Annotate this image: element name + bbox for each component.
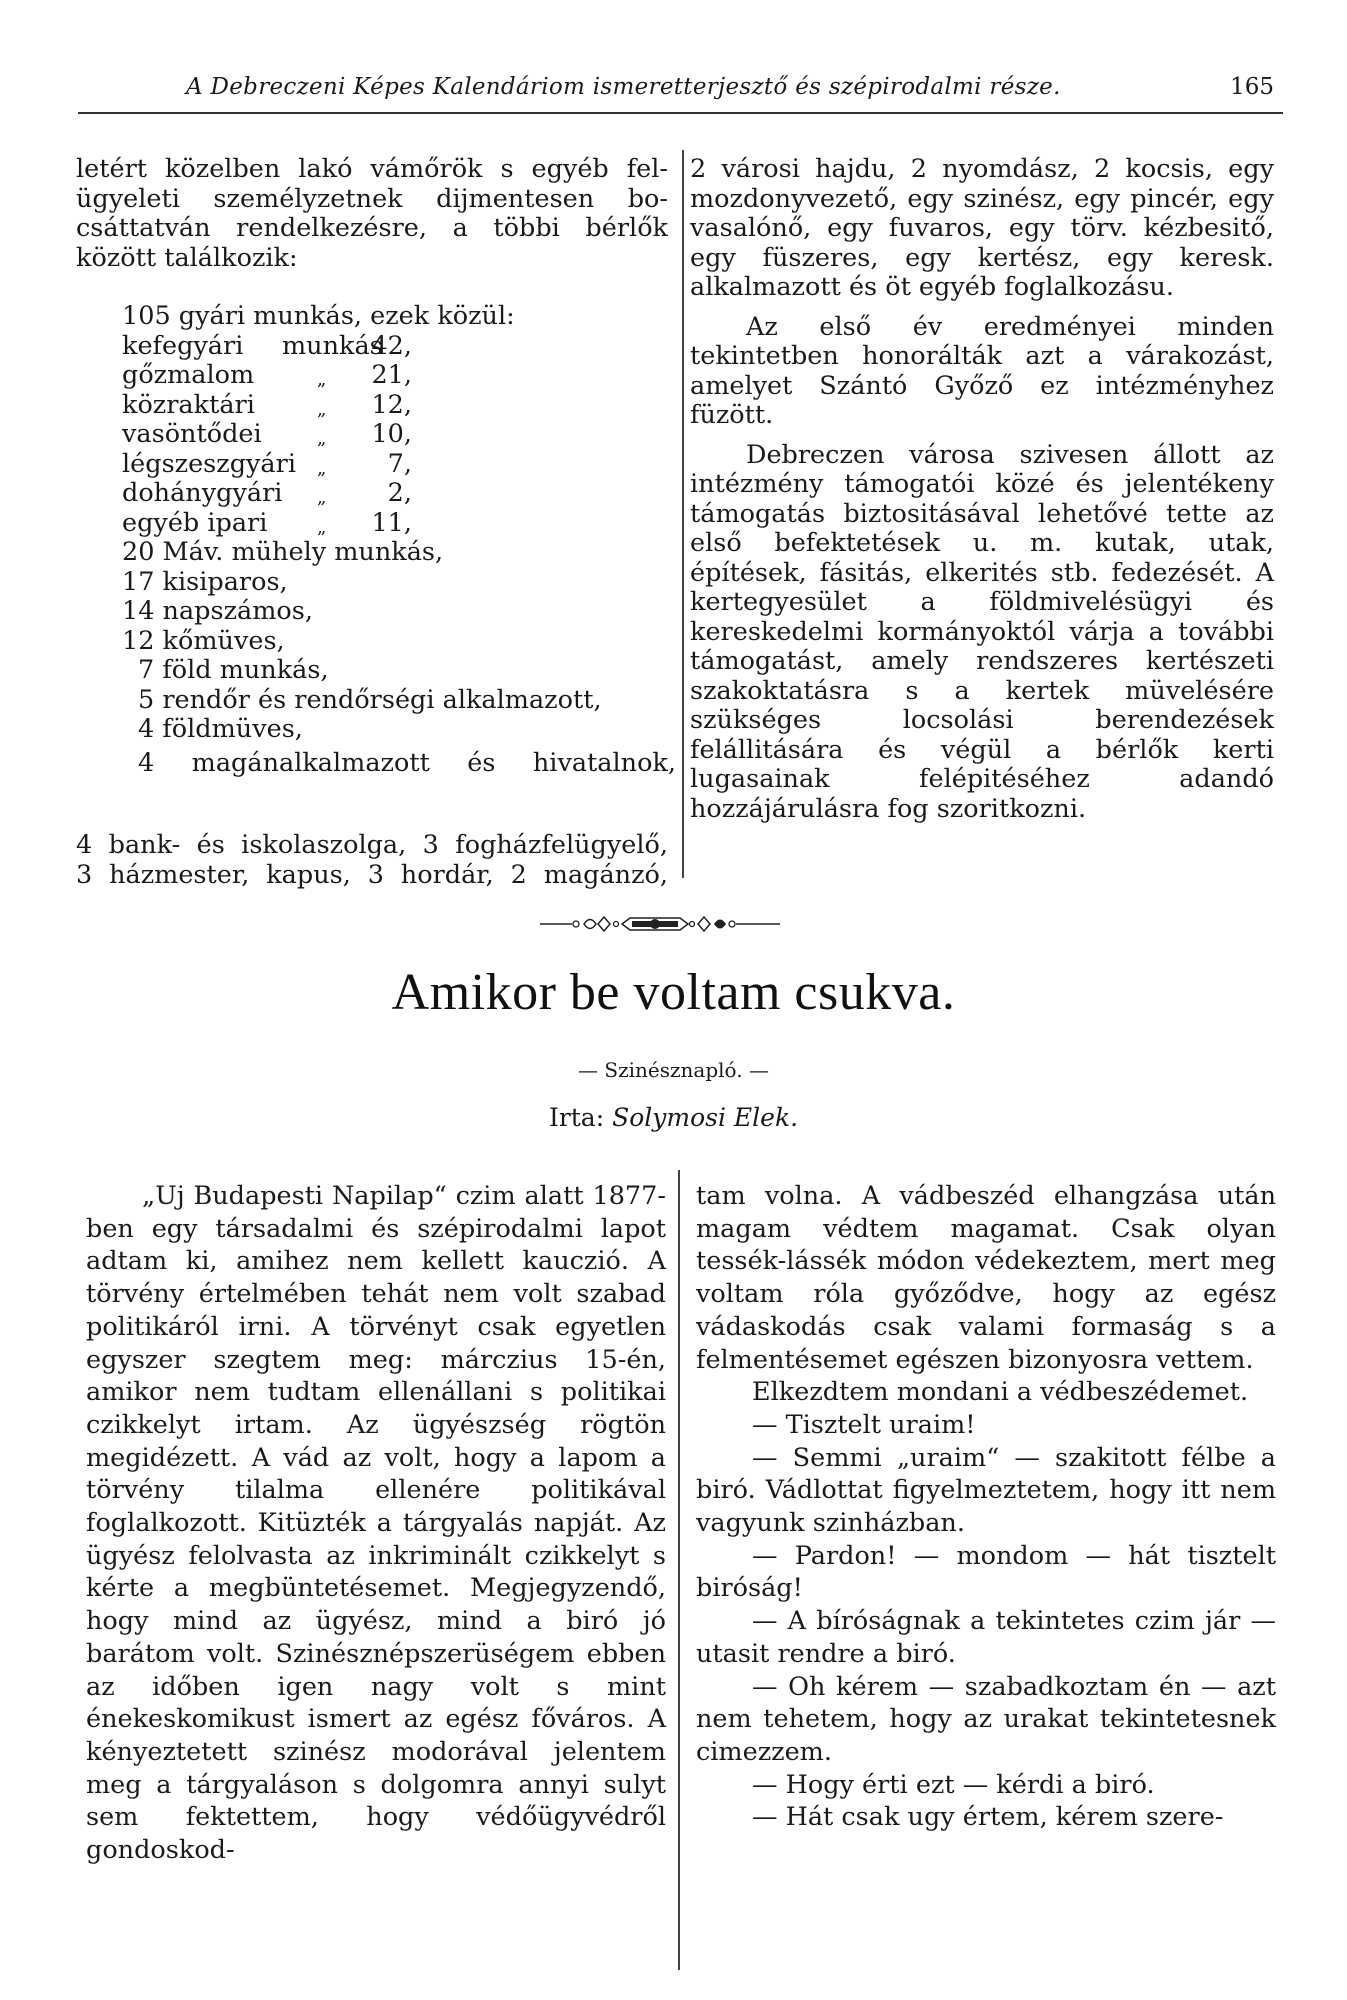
list-item: 14 napszámos, (122, 596, 313, 626)
closing-line: 3 házmester, kapus, 3 hordár, 2 magánzó, (76, 859, 668, 890)
top-right-column (690, 155, 1274, 824)
list-item: 7 föld munkás, (138, 655, 329, 685)
ditto-mark: „ (317, 369, 327, 390)
column-divider (678, 1170, 680, 1970)
list-item: légszeszgyári „ 7, (122, 450, 682, 480)
paragraph: Debreczen városa szivesen állott az intézmény támogatói közé és jelentékeny támogatás biztositásával lehetővé tette az első befektetések u. m. kutak, utak, építések, fásitás, elkerités stb. fedezését. A kertegyesület a földmivelésügyi és kereskedelmi kormányoktól várja a további támogatást, amely rendszeres kertészeti szakoktatásra s a kertek müvelésére szükséges locsolási berendezések felállitására és végül a bérlők kerti lugasainak felépitéséhez adandó hozzájárulásra fog szoritkozni. (690, 439, 1274, 824)
list-item: 20 Máv. mühely munkás, (122, 537, 444, 567)
ditto-mark: „ (317, 457, 327, 479)
list-item: gőzmalom „ 21, (122, 361, 682, 391)
column-divider (682, 150, 684, 878)
decorative-divider-icon (540, 912, 780, 936)
ditto-mark: „ (317, 487, 327, 508)
dialogue-line: — Hogy érti ezt — kérdi a biró. (752, 1769, 1155, 1800)
page-number: 165 (1230, 74, 1274, 100)
list-heading: 105 gyári munkás, ezek közül: (122, 301, 515, 331)
dialogue-line: — Oh kérem — szabadkoztam én — azt nem tehetem, hogy az urakat tekintetesnek cimezzem. (696, 1671, 1276, 1767)
running-title: A Debreczeni Képes Kalendáriom ismeretterjesztő és szépirodalmi része. (186, 74, 1061, 100)
intro-line: ügyeleti személyzetnek dijmentesen bo- (76, 183, 668, 214)
dialogue-line: — Pardon! — mondom — hát tisztelt biróság! (696, 1540, 1276, 1604)
ditto-mark: „ (317, 516, 327, 538)
list-item: 12 kőmüves, (122, 625, 285, 656)
list-item: kefegyári munkás 42, (122, 330, 412, 361)
author-name: Solymosi Elek. (612, 1103, 799, 1132)
list-item: 17 kisiparos, (122, 566, 288, 597)
story-subtitle: — Szinésznapló. — (578, 1058, 769, 1082)
occupation-list (122, 302, 682, 778)
dialogue-line: — Semmi „uraim“ — szakitott félbe a biró. Vádlottat figyelmeztetem, hogy itt nem vagyunk szinházban. (696, 1442, 1276, 1539)
story-byline (0, 1103, 1347, 1132)
list-item: egyéb ipari „ 11, (122, 509, 682, 539)
top-left-column (76, 155, 668, 273)
list-item: dohánygyári „ 2, (122, 479, 682, 509)
ditto-mark: „ (317, 398, 327, 420)
intro-line: letért közelben lakó vámőrök s egyéb fel- (76, 154, 668, 184)
intro-line: csáttatván rendelkezésre, a többi bérlők (76, 213, 668, 243)
list-item: közraktári „ 12, (122, 391, 682, 421)
intro-line: között találkozik: (76, 242, 298, 273)
list-item: 4 magánalkalmazott és hivatalnok, (138, 747, 676, 778)
dialogue-line: — Hát csak ugy értem, kérem szere- (752, 1802, 1224, 1833)
byline-prefix: Irta: (548, 1103, 605, 1132)
story-right-column (696, 1180, 1276, 1834)
paragraph: Az első év eredményei minden tekintetben honorálták azt a várakozást, amelyet Szántó Győző ez intézményhez füzött. (690, 311, 1274, 430)
story-left-column (86, 1180, 666, 1867)
paragraph: Elkezdtem mondani a védbeszédemet. (752, 1377, 1249, 1408)
ditto-mark: „ (317, 428, 327, 449)
dialogue-line: — A bíróságnak a tekintetes czim jár — utasit rendre a biró. (696, 1606, 1276, 1669)
paragraph: 2 városi hajdu, 2 nyomdász, 2 kocsis, egy mozdonyvezető, egy szinész, egy pincér, egy vasalónő, egy fuvaros, egy törv. kézbesitő, egy füszeres, egy kertész, egy keresk. alkalmazott és öt egyéb foglalkozásu. (690, 154, 1274, 302)
list-item: 4 földmüves, (138, 714, 303, 744)
top-left-closing (76, 831, 668, 890)
story-title: Amikor be voltam csukva. (391, 964, 956, 1021)
dialogue-line: — Tisztelt uraim! (752, 1409, 976, 1440)
list-item: vasöntődei „ 10, (122, 420, 682, 450)
running-header (78, 74, 1288, 104)
list-item: 5 rendőr és rendőrségi alkalmazott, (138, 684, 602, 715)
header-rule (78, 112, 1283, 114)
closing-line: 4 bank- és iskolaszolga, 3 fogházfelügyelő, (76, 830, 668, 860)
paragraph: „Uj Budapesti Napilap“ czim alatt 1877-ben egy társadalmi és szépirodalmi lapot adtam ki, amihez nem kellett kaucziό. A törvény értelmében tehát nem volt szabad politikáról irni. A törvényt csak egyetlen egyszer szegtem meg: márczius 15-én, amikor nem tudtam ellenállani s politikai czikkelyt irtam. Az ügyészség rögtön megidézett. A vád az volt, hogy a lapom a törvény tilalma ellenére politikával foglalkozott. Kitüzték a tárgyalás napját. Az ügyész felolvasta az inkriminált czikkelyt s kérte a megbüntetésemet. Megjegyzendő, hogy mind az ügyész, mind a biró jó barátom volt. Szinésznépszerüségem ebben az időben igen nagy volt s mint énekeskomikust ismert az egész főváros. A kényeztetett szinész modorával jelentem meg a tárgyaláson s dolgomra annyi sulyt sem fektettem, hogy védőügyvédről gondoskod- (86, 1181, 666, 1866)
paragraph: tam volna. A vádbeszéd elhangzása után magam védtem magamat. Csak olyan tessék-lássék módon védekeztem, mert meg voltam róla győződve, hogy az egész vádaskodás csak valami formaság s a felmentésemet egészen bizonyosra vettem. (696, 1181, 1276, 1375)
